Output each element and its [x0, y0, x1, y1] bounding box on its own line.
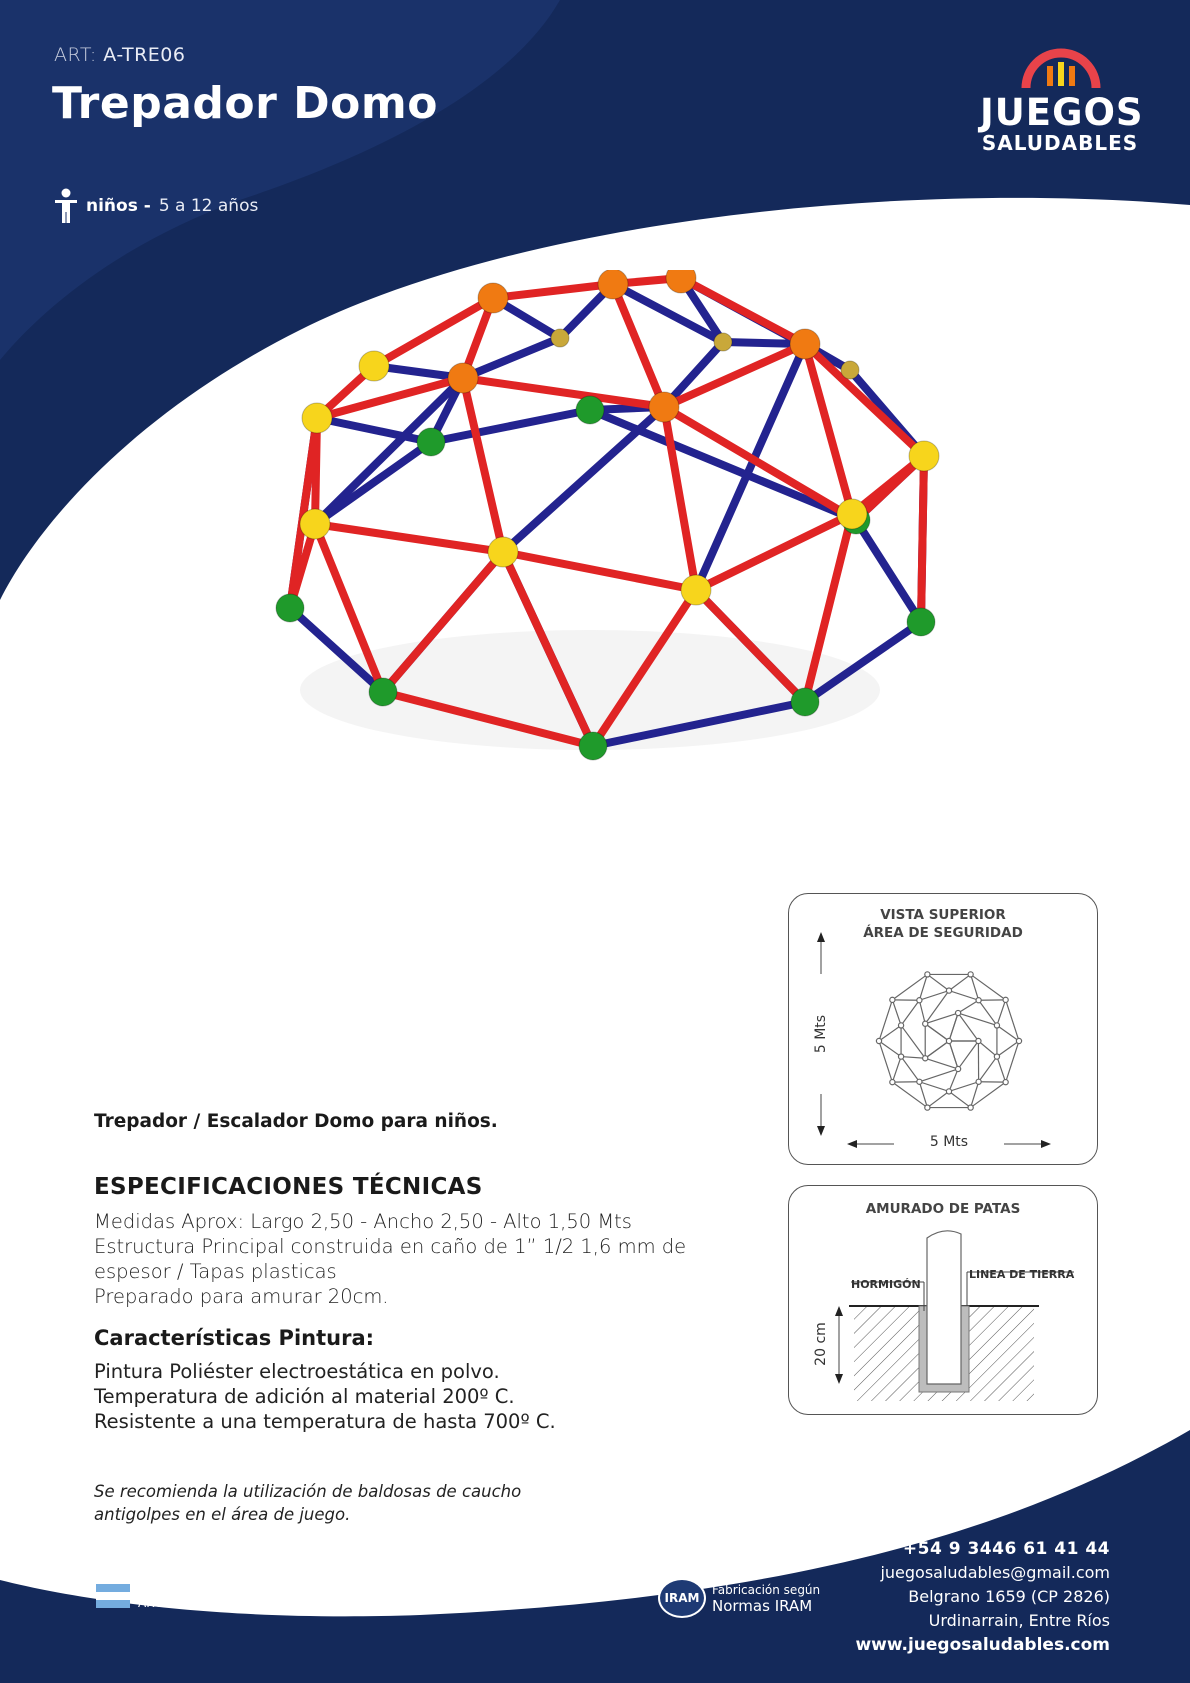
- dome-joint: [369, 678, 397, 706]
- argentina-flag-icon: [96, 1584, 130, 1608]
- dome-bar: [503, 552, 696, 590]
- top-view-joint: [946, 1038, 951, 1043]
- top-view-joint: [946, 1089, 951, 1094]
- industria-argentina-badge: [96, 1582, 208, 1610]
- top-view-bar: [879, 1025, 901, 1041]
- top-view-bar: [879, 1041, 901, 1057]
- dome-joint: [300, 509, 330, 539]
- top-view-bar: [925, 991, 949, 1024]
- iram-line2: Normas IRAM: [712, 1597, 813, 1615]
- dome-joint: [579, 732, 607, 760]
- top-view-joint: [1016, 1038, 1021, 1043]
- panel-title-line1: VISTA SUPERIOR: [880, 907, 1006, 923]
- paint-list: [94, 1359, 556, 1434]
- top-view-joint: [968, 972, 973, 977]
- dome-bar: [921, 456, 924, 622]
- top-view-bar: [949, 1069, 958, 1091]
- dome-bar: [493, 284, 613, 298]
- anchoring-panel: [788, 1185, 1098, 1415]
- top-view-bar: [949, 974, 971, 990]
- industria-line2: ARGENTINA: [138, 1596, 209, 1610]
- iram-logo-icon: IRAM: [658, 1578, 706, 1618]
- dome-bar: [463, 378, 664, 407]
- dome-joint: [488, 537, 518, 567]
- dome-joint: [276, 594, 304, 622]
- age-key: niños -: [86, 196, 151, 216]
- dome-bar: [315, 524, 503, 552]
- industria-line1: INDUSTRIA: [138, 1582, 204, 1596]
- dome-climber-illustration: [260, 270, 960, 830]
- dome-joint: [791, 688, 819, 716]
- dome-joint: [551, 329, 569, 347]
- article-label: ART:: [54, 44, 97, 66]
- vertical-dimension: 5 Mts: [813, 1014, 829, 1054]
- top-view-bar: [892, 1057, 901, 1083]
- top-view-joint: [898, 1023, 903, 1028]
- dome-joint: [598, 270, 628, 299]
- spec-line: Medidas Aprox: Largo 2,50 - Ancho 2,50 - Alto 1,50 Mts: [94, 1210, 632, 1233]
- age-value: 5 a 12 años: [158, 196, 259, 216]
- top-view-joint: [968, 1105, 973, 1110]
- dome-joint: [417, 428, 445, 456]
- top-view-bar: [971, 1082, 979, 1108]
- top-view-bar: [978, 1041, 997, 1057]
- top-view-bar: [997, 1000, 1006, 1026]
- top-view-joint: [976, 1038, 981, 1043]
- iram-line1: Fabricación según: [712, 1583, 821, 1597]
- top-view-bar: [919, 1082, 927, 1108]
- dome-joint: [841, 361, 859, 379]
- website-link[interactable]: www.juegosaludables.com: [855, 1635, 1110, 1655]
- top-view-bar: [949, 1013, 958, 1041]
- top-view-bar: [919, 1069, 958, 1082]
- dome-joint: [907, 608, 935, 636]
- top-view-joint: [976, 998, 981, 1003]
- dome-bar: [315, 442, 431, 524]
- dome-joint: [302, 403, 332, 433]
- dome-joint: [478, 283, 508, 313]
- dome-bar: [431, 410, 590, 442]
- top-view-joint: [925, 972, 930, 977]
- article-code: [54, 44, 185, 66]
- dome-joint: [576, 396, 604, 424]
- top-view-joint: [917, 998, 922, 1003]
- ground-line-label: LINEA DE TIERRA: [969, 1268, 1075, 1281]
- specs-list: [94, 1209, 686, 1309]
- dome-joint: [448, 363, 478, 393]
- top-view-joint: [925, 1105, 930, 1110]
- depth-label: 20 cm: [813, 1322, 829, 1366]
- dome-joint: [714, 333, 732, 351]
- product-intro: Trepador / Escalador Domo para niños.: [94, 1111, 498, 1132]
- top-view-bar: [997, 1041, 1019, 1057]
- top-view-bar: [949, 1041, 958, 1069]
- concrete-label: HORMIGÓN: [851, 1278, 921, 1291]
- horizontal-dimension: 5 Mts: [929, 1134, 969, 1150]
- dome-bar: [590, 410, 856, 520]
- top-view-bar: [927, 1091, 949, 1107]
- child-icon: [54, 188, 78, 224]
- dome-joint: [681, 575, 711, 605]
- top-view-bar: [949, 1091, 971, 1107]
- dome-joint: [909, 441, 939, 471]
- note-line: antigolpes en el área de juego.: [94, 1505, 351, 1524]
- top-view-bar: [958, 1013, 997, 1025]
- paint-heading: Características Pintura:: [94, 1326, 375, 1350]
- dome-joint: [649, 392, 679, 422]
- top-view-joint: [976, 1079, 981, 1084]
- dome-bar: [664, 407, 696, 590]
- top-view-joint: [955, 1066, 960, 1071]
- paint-line: Resistente a una temperatura de hasta 700º C.: [94, 1410, 556, 1433]
- top-view-bar: [997, 1057, 1006, 1083]
- iram-badge: [658, 1578, 820, 1618]
- top-view-joint: [994, 1023, 999, 1028]
- spec-line: Preparado para amurar 20cm.: [94, 1285, 389, 1308]
- top-view-joint: [876, 1038, 881, 1043]
- dome-joint: [837, 499, 867, 529]
- brand-logo: [980, 46, 1144, 155]
- email-address[interactable]: juegosaludables@gmail.com: [880, 1563, 1110, 1582]
- dome-joint: [790, 329, 820, 359]
- paint-line: Pintura Poliéster electroestática en polvo.: [94, 1360, 500, 1383]
- top-view-bar: [919, 974, 927, 1000]
- recommendation-note: [94, 1480, 521, 1526]
- dome-bar: [696, 514, 852, 590]
- safety-area-panel: [788, 893, 1098, 1165]
- note-line: Se recomienda la utilización de baldosas de caucho: [94, 1482, 522, 1501]
- top-view-diagram: [789, 894, 1099, 1166]
- paint-line: Temperatura de adición al material 200º C.: [94, 1385, 515, 1408]
- top-view-bar: [927, 974, 949, 990]
- anchoring-title: AMURADO DE PATAS: [865, 1201, 1021, 1217]
- city-address: Urdinarrain, Entre Ríos: [928, 1611, 1110, 1630]
- top-view-bar: [901, 1057, 925, 1059]
- panel-title-line2: ÁREA DE SEGURIDAD: [863, 925, 1023, 941]
- top-view-bar: [997, 1025, 1019, 1041]
- dome-bar: [696, 344, 805, 590]
- top-view-joint: [923, 1021, 928, 1026]
- top-view-bar: [892, 1000, 901, 1026]
- top-view-bar: [901, 1025, 925, 1058]
- top-view-bar: [925, 1024, 949, 1041]
- specs-heading: ESPECIFICACIONES TÉCNICAS: [94, 1174, 483, 1200]
- anchoring-diagram: [789, 1186, 1099, 1416]
- street-address: Belgrano 1659 (CP 2826): [908, 1587, 1110, 1606]
- product-title: Trepador Domo: [52, 78, 438, 129]
- phone-number[interactable]: +54 9 3446 61 41 44: [902, 1539, 1110, 1559]
- top-view-joint: [923, 1056, 928, 1061]
- contact-block: [855, 1537, 1110, 1657]
- top-view-joint: [898, 1054, 903, 1059]
- logo-word-1: JUEGOS: [980, 91, 1144, 134]
- top-view-joint: [890, 997, 895, 1002]
- top-view-bar: [919, 1000, 925, 1023]
- article-number: A-TRE06: [103, 44, 186, 66]
- top-view-joint: [1003, 1080, 1008, 1085]
- top-view-joint: [890, 1080, 895, 1085]
- spec-line: espesor / Tapas plasticas: [94, 1260, 337, 1283]
- top-view-joint: [1003, 997, 1008, 1002]
- dome-bar: [463, 378, 503, 552]
- top-view-joint: [955, 1010, 960, 1015]
- top-view-bar: [971, 974, 979, 1000]
- top-view-joint: [994, 1054, 999, 1059]
- arch-icon: [1020, 46, 1102, 92]
- logo-word-2: SALUDABLES: [981, 131, 1139, 155]
- top-view-joint: [917, 1079, 922, 1084]
- top-view-bar: [925, 1041, 949, 1058]
- top-view-bar: [958, 1000, 979, 1013]
- age-range: [54, 188, 258, 224]
- dome-joint: [359, 351, 389, 381]
- spec-line: Estructura Principal construida en caño de 1” 1/2 1,6 mm de: [94, 1235, 687, 1258]
- top-view-joint: [946, 988, 951, 993]
